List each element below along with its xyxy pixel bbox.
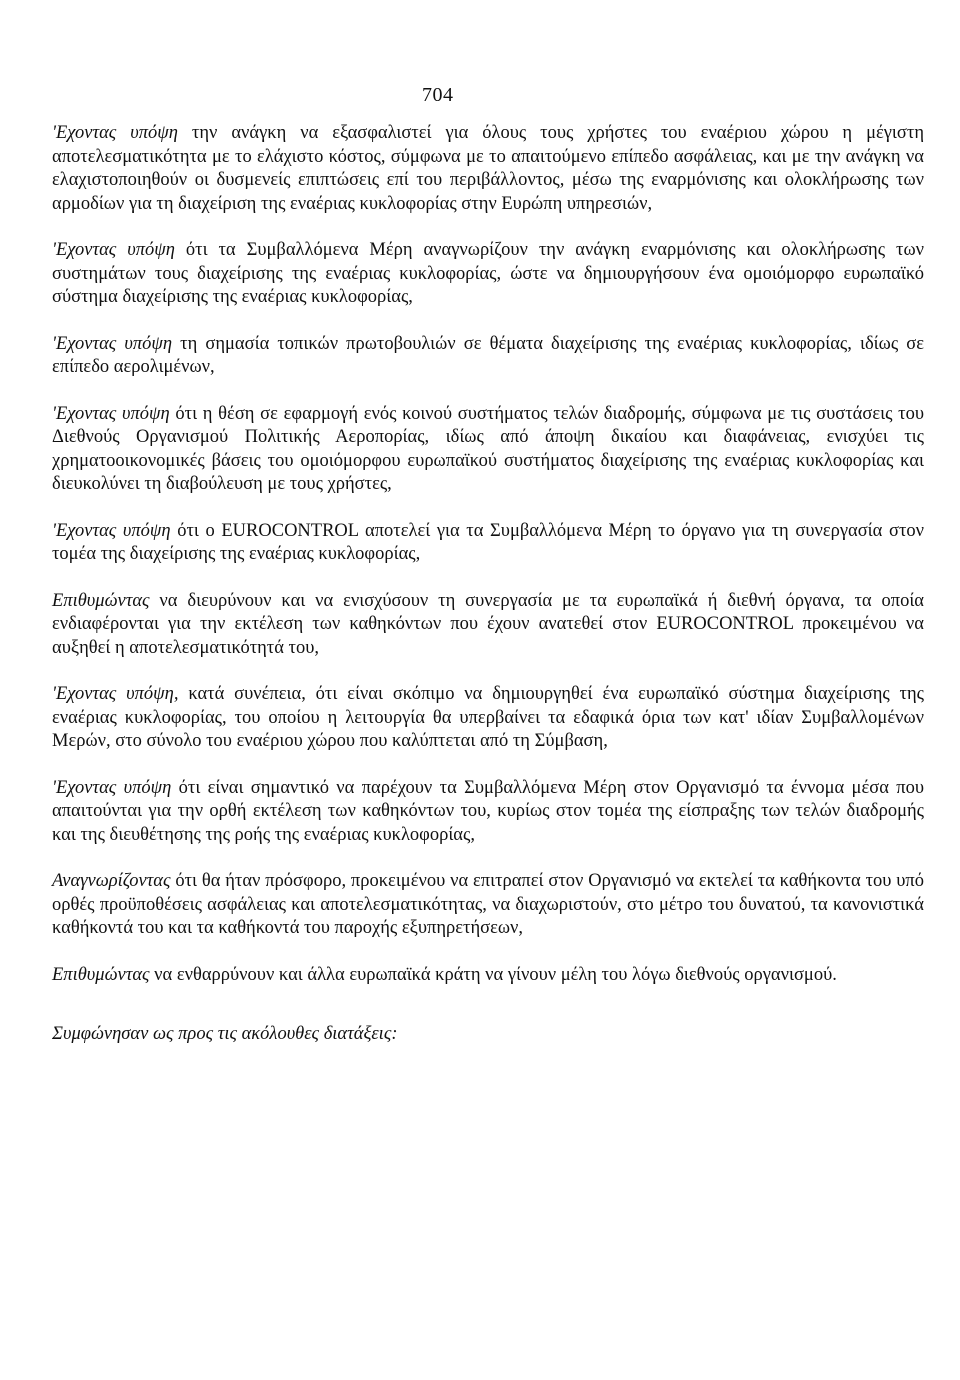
recital-text: την ανάγκη να εξασφαλιστεί για όλους τους χρήστες του εναέριου χώρου η μέγιστη αποτελεσματικότητα με το ελάχιστο κόστος, σύμφωνα με το απαιτούμενο επίπεδο ασφάλειας, και με την ανάγκη να ελαχιστοποιηθούν οι δυσμενείς επιπτώσεις επί του περιβάλλοντος, μέσω της εναρμόνισης και ολοκλήρωσης των αρμοδίων για τη διαχείριση της εναέριας κυκλοφορίας στην Ευρώπη υπηρεσιών, (52, 123, 924, 214)
recital-lead: 'Εχοντας υπόψη (52, 333, 173, 354)
recital-text: ότι τα Συμβαλλόμενα Μέρη αναγνωρίζουν την ανάγκη εναρμόνισης και ολοκλήρωσης των συστημάτων τους διαχείρισης της εναέριας κυκλοφορίας, ώστε να δημιουργήσουν ένα ομοιόμορφο ευρωπαϊκό σύστημα διαχείρισης της εναέριας κυκλοφορίας, (52, 240, 924, 307)
recital-paragraph (52, 964, 924, 988)
recital-paragraph (52, 870, 924, 941)
recital-text: ότι ο EUROCONTROL αποτελεί για τα Συμβαλλόμενα Μέρη το όργανο για τη συνεργασία στον τομέα της διαχείρισης της εναέριας κυκλοφορίας, (52, 520, 924, 564)
recital-text: ότι η θέση σε εφαρμογή ενός κοινού συστήματος τελών διαδρομής, σύμφωνα με τις συστάσεις του Διεθνούς Οργανισμού Πολιτικής Αεροπορίας, ιδίως από άποψη δικαίου και διαφάνειας, ενισχύει τις χρηματοοικονομικές βάσεις του ομοιόμορφου ευρωπαϊκού συστήματος διαχείρισης της εναέριας κυκλοφορίας και διευκολύνει τη διαβούλευση με τους χρήστες, (52, 403, 924, 494)
recital-paragraph (52, 590, 924, 661)
recital-lead: 'Εχοντας υπόψη (52, 777, 172, 798)
recital-text: να διευρύνουν και να ενισχύσουν τη συνεργασία με τα ευρωπαϊκά ή διεθνή όργανα, τα οποία ενδιαφέρονται για την εκτέλεση των καθηκόντων που έχουν ανατεθεί στον EUROCONTROL προκειμένου να αυξηθεί η αποτελεσματικότητά του, (52, 590, 924, 658)
recital-text: να ενθαρρύνουν και άλλα ευρωπαϊκά κράτη να γίνουν μέλη του λόγω διεθνούς οργανισμού. (149, 964, 837, 985)
recital-paragraph (52, 239, 924, 310)
recital-paragraph (52, 333, 924, 380)
recital-text: τη σημασία τοπικών πρωτοβουλιών σε θέματα διαχείρισης της εναέριας κυκλοφορίας, ιδίως σε επίπεδο αερολιμένων, (52, 333, 924, 377)
recital-lead: 'Εχοντας υπόψη (52, 240, 175, 260)
closing-statement: Συμφώνησαν ως προς τις ακόλουθες διατάξεις: (52, 1024, 398, 1044)
recital-lead: Επιθυμώντας (52, 590, 150, 611)
recital-paragraph (52, 777, 924, 848)
recital-lead: Επιθυμώντας (52, 964, 150, 985)
recital-text: ότι είναι σημαντικό να παρέχουν τα Συμβαλλόμενα Μέρη στον Οργανισμό τα έννομα μέσα που απαιτούνται για την ορθή εκτέλεση των καθηκόντων του, κυρίως στον τομέα της είσπραξης των τελών διαδρομής και της διευθέτησης της ροής της εναέριας κυκλοφορίας, (52, 777, 924, 845)
recital-lead: 'Εχοντας υπόψη (52, 123, 178, 143)
recital-lead: Αναγνωρίζοντας (52, 871, 171, 891)
recital-text: κατά συνέπεια, ότι είναι σκόπιμο να δημιουργηθεί ένα ευρωπαϊκό σύστημα διαχείρισης της εναέριας κυκλοφορίας, του οποίου η λειτουργία θα υπερβαίνει τα εδαφικά όρια των κατ' ιδίαν Συμβαλλομένων Μερών, στο σύνολο του εναέριου χώρου που καλύπτεται από τη Σύμβαση, (52, 684, 924, 751)
recital-lead: 'Εχοντας υπόψη, (52, 684, 179, 704)
recital-lead: 'Εχοντας υπόψη (52, 520, 171, 541)
recital-lead: 'Εχοντας υπόψη (52, 403, 170, 424)
recital-text: ότι θα ήταν πρόσφορο, προκειμένου να επιτραπεί στον Οργανισμό να εκτελεί τα καθήκοντα του υπό ορθές προϋποθέσεις ασφάλειας και αποτελεσματικότητας, να διαχωριστούν, στο μέτρο του δυνατού, τα κανονιστικά καθήκοντά του και τα καθήκοντά του παροχής εξυπηρετήσεων, (52, 871, 924, 938)
page-number: 704 (422, 84, 454, 106)
recital-paragraph (52, 683, 924, 754)
document-body (52, 122, 924, 1047)
recital-paragraph (52, 520, 924, 567)
recital-paragraph (52, 403, 924, 497)
recital-paragraph (52, 122, 924, 216)
